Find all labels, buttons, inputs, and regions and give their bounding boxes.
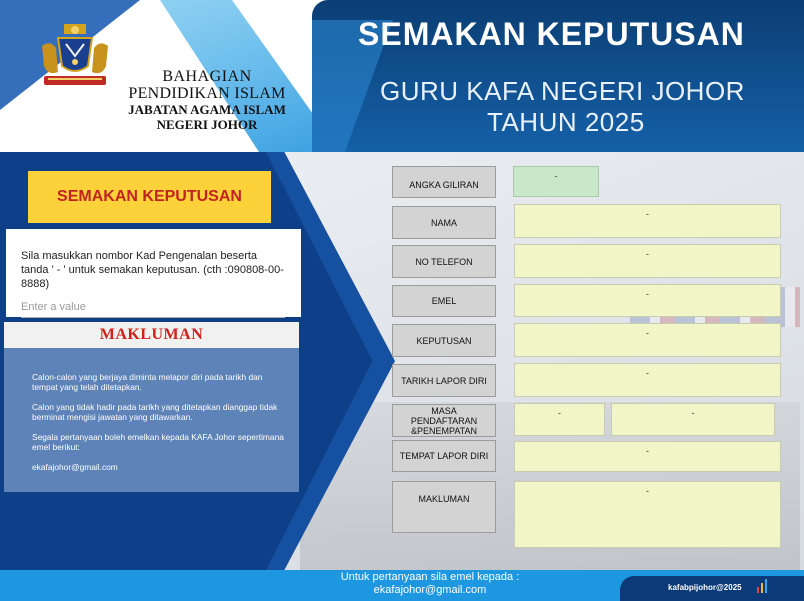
label-nama: NAMA <box>392 206 496 239</box>
department-line4: NEGERI JOHOR <box>156 117 258 132</box>
department-name <box>118 68 296 132</box>
ic-number-input[interactable] <box>21 299 285 318</box>
label-makluman: MAKLUMAN <box>392 481 496 533</box>
report-icon <box>757 579 767 593</box>
makluman-heading: MAKLUMAN <box>4 322 299 348</box>
johor-crest-icon <box>36 22 114 90</box>
footer-copyright: kafabpijohor@2025 <box>668 583 742 592</box>
page-subtitle-line2: TAHUN 2025 <box>487 107 645 137</box>
field-tarikh-lapor-diri: - <box>514 363 781 397</box>
makluman-email: ekafajohor@gmail.com <box>32 462 118 472</box>
check-result-button[interactable]: SEMAKAN KEPUTUSAN <box>28 171 271 223</box>
makluman-para1: Calon-calon yang berjaya diminta melapor diri pada tarikh dan tempat yang telah ditetapkan. <box>32 372 263 392</box>
label-masa-pendaftaran: MASA PENDAFTARAN &PENEMPATAN <box>392 404 496 437</box>
page-subtitle-line1: GURU KAFA NEGERI JOHOR <box>380 76 745 106</box>
field-makluman: - <box>514 481 781 548</box>
label-tarikh-lapor-diri: TARIKH LAPOR DIRI <box>392 364 496 397</box>
footer-contact <box>300 571 560 597</box>
ic-input-help: Sila masukkan nombor Kad Pengenalan beserta tanda ' - ' untuk semakan keputusan. (cth :090808-00-8888) <box>21 250 284 290</box>
makluman-para2: Calon yang tidak hadir pada tarikh yang ditetapkan dianggap tidak berminat mengisi jawatan yang ditawarkan. <box>32 402 278 422</box>
makluman-para3: Segala pertanyaan boleh emelkan kepada KAFA Johor sepertimana emel berikut: <box>32 432 284 452</box>
field-tempat-lapor-diri: - <box>514 441 781 472</box>
makluman-panel <box>4 348 299 492</box>
field-no-telefon: - <box>514 244 781 278</box>
label-tempat-lapor-diri: TEMPAT LAPOR DIRI <box>392 440 496 472</box>
label-angka-giliran: ANGKA GILIRAN <box>392 166 496 198</box>
field-keputusan: - <box>514 323 781 357</box>
label-no-telefon: NO TELEFON <box>392 245 496 278</box>
page-title: SEMAKAN KEPUTUSAN <box>358 16 745 52</box>
footer-contact-email: ekafajohor@gmail.com <box>373 584 487 596</box>
field-penempatan: - <box>611 403 775 436</box>
department-line3: JABATAN AGAMA ISLAM <box>128 102 286 117</box>
field-angka-giliran: - <box>513 166 599 197</box>
label-keputusan: KEPUTUSAN <box>392 324 496 357</box>
department-line2: PENDIDIKAN ISLAM <box>128 85 286 102</box>
ic-input-card <box>6 229 301 317</box>
footer-contact-line1: Untuk pertanyaan sila emel kepada : <box>340 571 520 583</box>
department-line1: BAHAGIAN <box>162 68 252 85</box>
field-nama: - <box>514 204 781 238</box>
field-emel: - <box>514 284 781 317</box>
field-masa-pendaftaran: - <box>514 403 605 436</box>
label-emel: EMEL <box>392 285 496 317</box>
